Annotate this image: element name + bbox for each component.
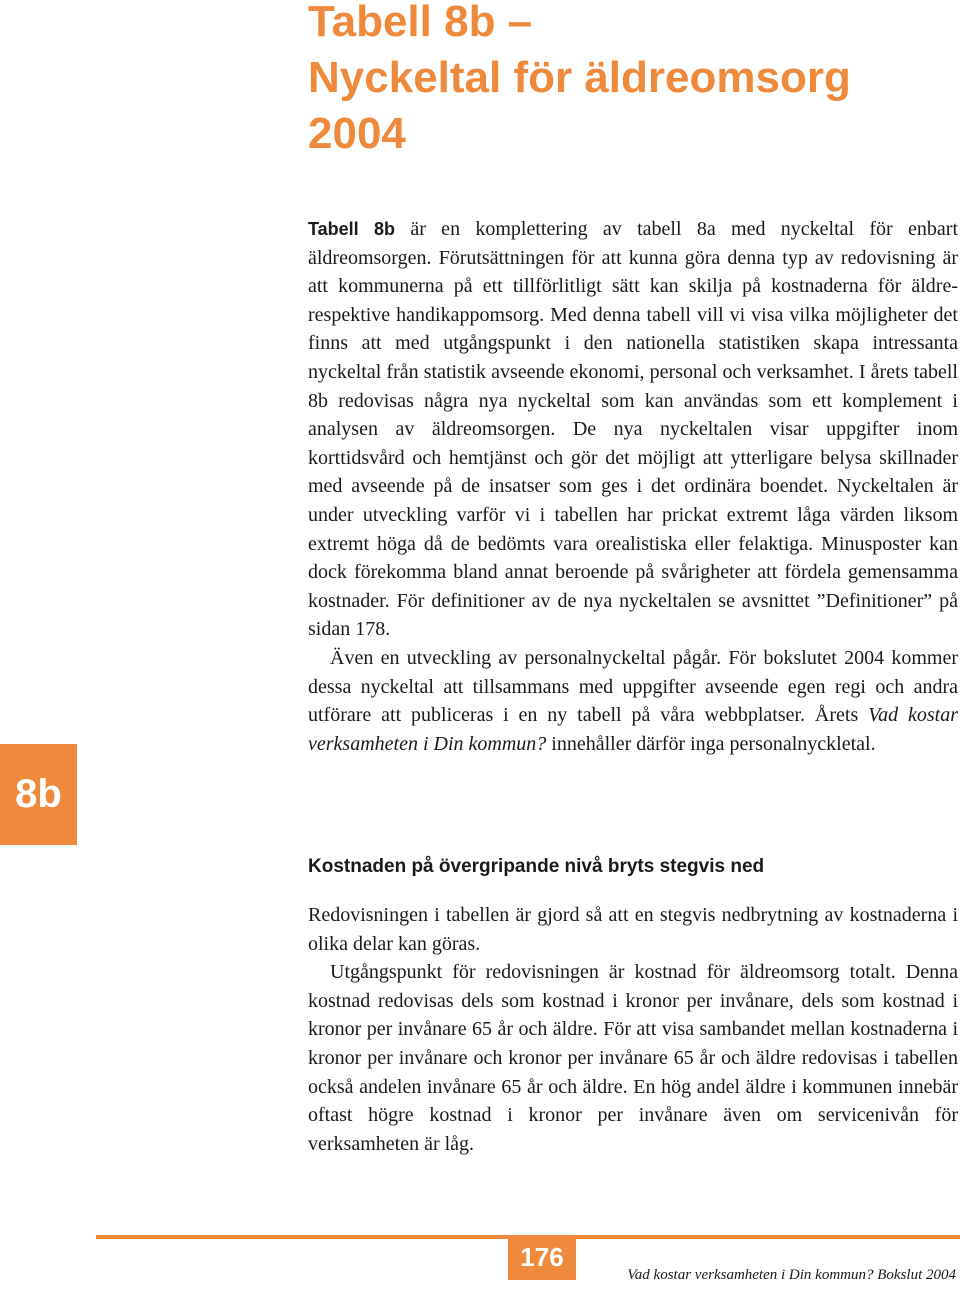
intro-paragraph-2-text: Även en utveckling av personalnyckeltal pågår. För bokslutet 2004 kommer dessa nyckeltal att tillsammans med uppgifter avseende egen regi och andra utförare att publiceras i en ny tabell på våra webbplatser. Årets <box>308 646 958 727</box>
section-text <box>308 901 958 1158</box>
intro-paragraph-2 <box>308 644 958 758</box>
page-title-line-1: Tabell 8b – <box>308 0 533 46</box>
chapter-tab: 8b <box>0 744 77 845</box>
page-number: 176 <box>508 1235 576 1280</box>
section-heading: Kostnaden på övergripande nivå bryts stegvis ned <box>308 856 765 877</box>
page-title-line-2: Nyckeltal för äldreomsorg <box>308 53 851 102</box>
footer-publication-title: Vad kostar verksamheten i Din kommun? Bokslut 2004 <box>627 1267 956 1283</box>
intro-paragraph-1 <box>308 215 958 644</box>
publication-title-italic: Vad kostar verksamheten i Din kommun? <box>308 704 959 755</box>
intro-paragraph-1-text: är en komplettering av tabell 8a med nyckeltal för enbart äldreomsorgen. Förutsättningen för att kunna göra denna typ av redovisning är att kommunerna på ett tillförlitligt sätt kan skilja på kostnaderna för äldre- respektive handikappomsorg. Med denna tabell vill vi visa vilka möjligheter det finns att med utgångspunkt i den nationella statistiken skapa intressanta nyckeltal från statistik avseende ekonomi, personal och verksamhet. I årets tabell 8b redovisas några nya nyckeltal som kan användas som ett komplement i analysen av äldreomsorgen. De nya nyckeltalen visar uppgifter inom korttidsvård och hemtjänst och gör det möjligt att ytterligare belysa skillnader med avseende på de insatser som ges i det ordinära boendet. Nyckeltalen är under utveckling varför vi i tabellen har prickat extremt låga värden liksom extremt höga då de bedömts vara orealistiska eller felaktiga. Minusposter kan dock förekomma bland annat beroende på svårigheter att fördela gemensamma kostnader. För definitioner av de nya nyckeltalen se avsnittet ”Definitioner” på sidan 178. <box>308 218 958 641</box>
intro-lead: Tabell 8b <box>308 219 396 239</box>
intro-text <box>308 215 958 758</box>
page-title <box>308 0 948 162</box>
section-paragraph-1: Redovisningen i tabellen är gjord så att en stegvis nedbrytning av kostnaderna i olika delar kan göras. <box>308 904 958 955</box>
intro-paragraph-2-end: innehåller därför inga personalnyckletal. <box>546 732 876 755</box>
section-paragraph-2: Utgångspunkt för redovisningen är kostnad för äldreomsorg totalt. Denna kostnad redovisas dels som kostnad i kronor per invånare, dels som kostnad i kronor per invånare 65 år och äldre. För att visa sambandet mellan kostnaderna i kronor per invånare och kronor per invånare 65 år och äldre redovisas i tabellen också andelen invånare 65 år och äldre. En hög andel äldre i kommunen innebär oftast högre kostnad i kronor per invånare även om servicenivån för verksamheten är låg. <box>308 961 958 1155</box>
page-title-line-3: 2004 <box>308 109 406 158</box>
